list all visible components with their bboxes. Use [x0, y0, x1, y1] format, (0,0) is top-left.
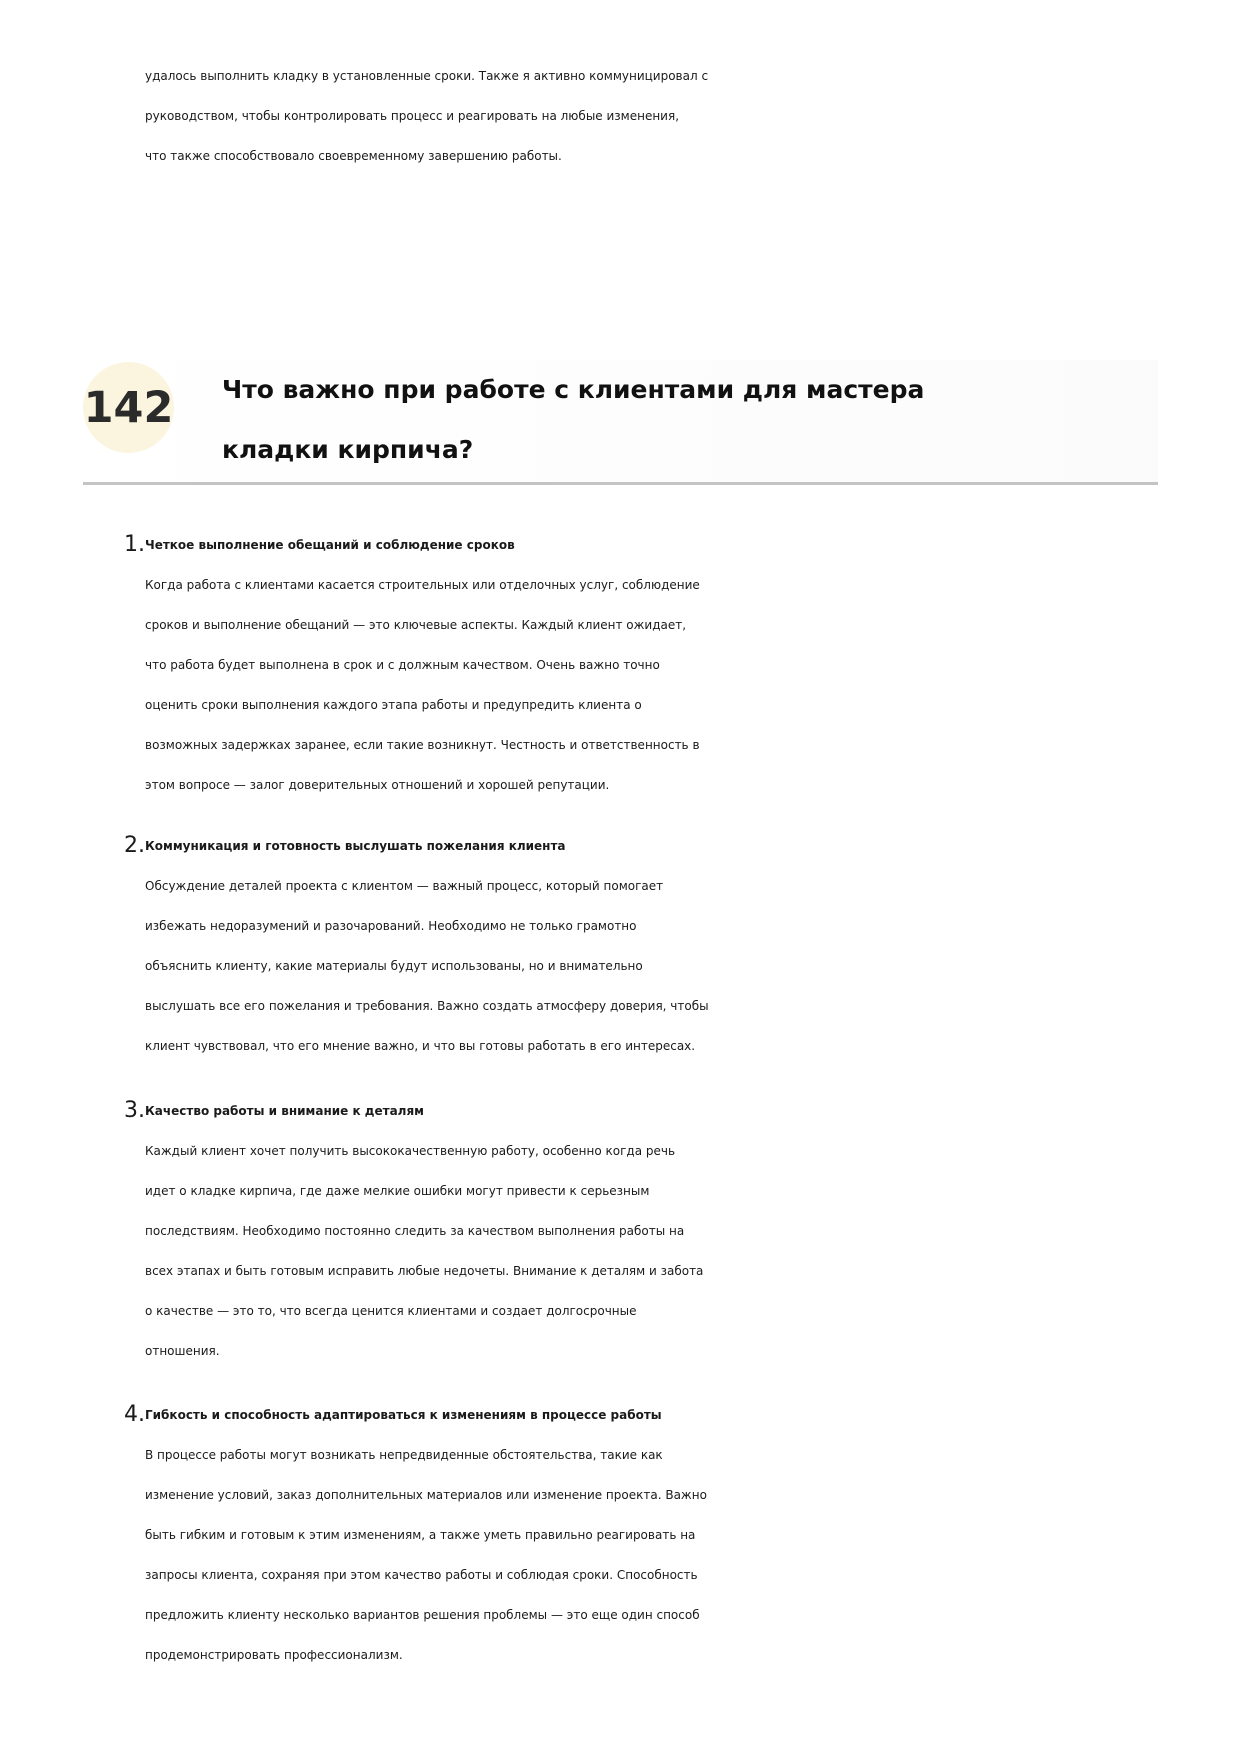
list-item-line: объяснить клиенту, какие материалы будут использованы, но и внимательно	[145, 959, 643, 973]
list-item-number: 3.	[124, 1098, 145, 1123]
list-item-body	[145, 826, 1165, 1066]
list-item-line: отношения.	[145, 1344, 220, 1358]
list-item-body	[145, 525, 1165, 805]
list-item-line: изменение условий, заказ дополнительных материалов или изменение проекта. Важно	[145, 1488, 707, 1502]
list-item-line: Каждый клиент хочет получить высококачественную работу, особенно когда речь	[145, 1144, 676, 1158]
list-item-title: Коммуникация и готовность выслушать пожелания клиента	[145, 839, 566, 853]
intro-line: что также способствовало своевременному завершению работы.	[145, 149, 562, 163]
list-item-line: клиент чувствовал, что его мнение важно, и что вы готовы работать в его интересах.	[145, 1039, 696, 1053]
list-item-line: последствиям. Необходимо постоянно следить за качеством выполнения работы на	[145, 1224, 685, 1238]
list-item-line: Обсуждение деталей проекта с клиентом — важный процесс, который помогает	[145, 879, 664, 893]
list-item-line: избежать недоразумений и разочарований. Необходимо не только грамотно	[145, 919, 637, 933]
list-item-title: Гибкость и способность адаптироваться к изменениям в процессе работы	[145, 1408, 662, 1422]
list-item-line: оценить сроки выполнения каждого этапа работы и предупредить клиента о	[145, 698, 642, 712]
header-divider	[83, 482, 1158, 485]
list-item-line: выслушать все его пожелания и требования. Важно создать атмосферу доверия, чтобы	[145, 999, 709, 1013]
list-item-line: В процессе работы могут возникать непредвиденные обстоятельства, такие как	[145, 1448, 663, 1462]
list-item-body	[145, 1395, 1165, 1675]
list-item-line: сроков и выполнение обещаний — это ключевые аспекты. Каждый клиент ожидает,	[145, 618, 687, 632]
list-item-line: о качестве — это то, что всегда ценится клиентами и создает долгосрочные	[145, 1304, 637, 1318]
intro-line: руководством, чтобы контролировать процесс и реагировать на любые изменения,	[145, 109, 680, 123]
question-title-line: Что важно при работе с клиентами для мастера	[222, 375, 925, 404]
list-item-body	[145, 1091, 1165, 1371]
question-number-badge: 142	[83, 362, 174, 453]
question-header	[83, 360, 1158, 486]
list-item-line: запросы клиента, сохраняя при этом качество работы и соблюдая сроки. Способность	[145, 1568, 698, 1582]
list-item-line: всех этапах и быть готовым исправить любые недочеты. Внимание к деталям и забота	[145, 1264, 704, 1278]
question-title	[222, 360, 1152, 480]
intro-line: удалось выполнить кладку в установленные сроки. Также я активно коммуницировал с	[145, 69, 709, 83]
list-item-line: возможных задержках заранее, если такие возникнут. Честность и ответственность в	[145, 738, 700, 752]
list-item-number: 2.	[124, 833, 145, 858]
list-item-line: что работа будет выполнена в срок и с должным качеством. Очень важно точно	[145, 658, 660, 672]
list-item-line: продемонстрировать профессионализм.	[145, 1648, 403, 1662]
list-item-number: 4.	[124, 1402, 145, 1427]
list-item-line: этом вопросе — залог доверительных отношений и хорошей репутации.	[145, 778, 610, 792]
list-item-number: 1.	[124, 532, 145, 557]
list-item-title: Четкое выполнение обещаний и соблюдение сроков	[145, 538, 515, 552]
list-item-line: идет о кладке кирпича, где даже мелкие ошибки могут привести к серьезным	[145, 1184, 650, 1198]
list-item-title: Качество работы и внимание к деталям	[145, 1104, 424, 1118]
list-item-line: Когда работа с клиентами касается строительных или отделочных услуг, соблюдение	[145, 578, 700, 592]
list-item-line: предложить клиенту несколько вариантов решения проблемы — это еще один способ	[145, 1608, 700, 1622]
question-title-line: кладки кирпича?	[222, 435, 474, 464]
list-item-line: быть гибким и готовым к этим изменениям, а также уметь правильно реагировать на	[145, 1528, 696, 1542]
intro-paragraph	[145, 56, 1165, 176]
